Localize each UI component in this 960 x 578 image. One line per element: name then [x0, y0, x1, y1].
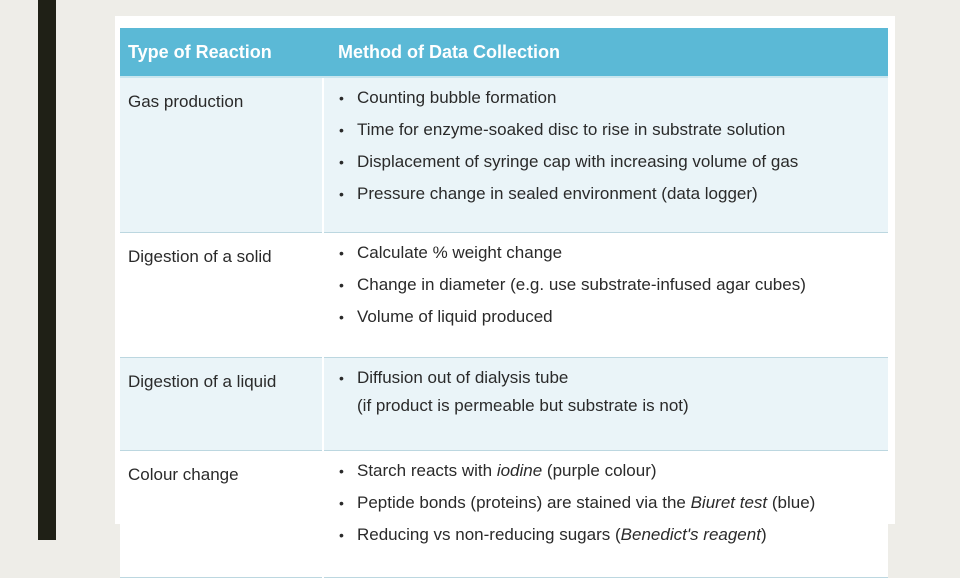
method-cell	[323, 233, 888, 358]
header-type-of-reaction: Type of Reaction	[120, 28, 323, 77]
method-item: • Displacement of syringe cap with increasing volume of gas	[339, 152, 799, 171]
bullet-dot-icon: •	[339, 370, 344, 386]
table-row-colour-change	[120, 451, 888, 578]
bullet-dot-icon: •	[339, 245, 344, 261]
method-list	[339, 368, 888, 388]
bullet-dot-icon: •	[339, 277, 344, 293]
method-item: • Diffusion out of dialysis tube	[339, 368, 569, 387]
bullet-dot-icon: •	[339, 154, 344, 170]
bullet-dot-icon: •	[339, 122, 344, 138]
method-item: • Calculate % weight change	[339, 243, 563, 262]
bullet-dot-icon: •	[339, 527, 344, 543]
method-item: • Peptide bonds (proteins) are stained via the Biuret test (blue)	[339, 493, 816, 512]
bullet-dot-icon: •	[339, 309, 344, 325]
method-item: • Reducing vs non-reducing sugars (Benedict's reagent)	[339, 525, 767, 544]
method-continuation-text: (if product is permeable but substrate is not)	[357, 396, 689, 415]
method-list	[339, 243, 888, 327]
method-cell	[323, 77, 888, 233]
method-item: • Counting bubble formation	[339, 88, 557, 107]
bullet-dot-icon: •	[339, 495, 344, 511]
enzyme-data-collection-table	[120, 28, 888, 578]
bullet-dot-icon: •	[339, 186, 344, 202]
table-row-digestion-solid	[120, 233, 888, 358]
table-row-digestion-liquid	[120, 358, 888, 451]
table-frame	[115, 16, 895, 544]
method-item: • Starch reacts with iodine (purple colour)	[339, 461, 657, 480]
table-row-gas-production	[120, 77, 888, 233]
reaction-type-cell: Digestion of a solid	[120, 233, 323, 358]
method-item: • Volume of liquid produced	[339, 307, 553, 326]
method-item: • Pressure change in sealed environment (data logger)	[339, 184, 758, 203]
method-item: • Time for enzyme-soaked disc to rise in substrate solution	[339, 120, 786, 139]
header-method-of-data-collection: Method of Data Collection	[323, 28, 888, 77]
method-cell	[323, 358, 888, 451]
reaction-type-cell: Gas production	[120, 77, 323, 233]
table-header-row	[120, 28, 888, 77]
reaction-type-cell: Digestion of a liquid	[120, 358, 323, 451]
method-cell	[323, 451, 888, 578]
reaction-type-cell: Colour change	[120, 451, 323, 578]
method-list	[339, 88, 888, 204]
method-list	[339, 461, 888, 545]
slide-left-accent-bar	[38, 0, 56, 540]
bullet-dot-icon: •	[339, 90, 344, 106]
method-item: • Change in diameter (e.g. use substrate-infused agar cubes)	[339, 275, 806, 294]
bullet-dot-icon: •	[339, 463, 344, 479]
